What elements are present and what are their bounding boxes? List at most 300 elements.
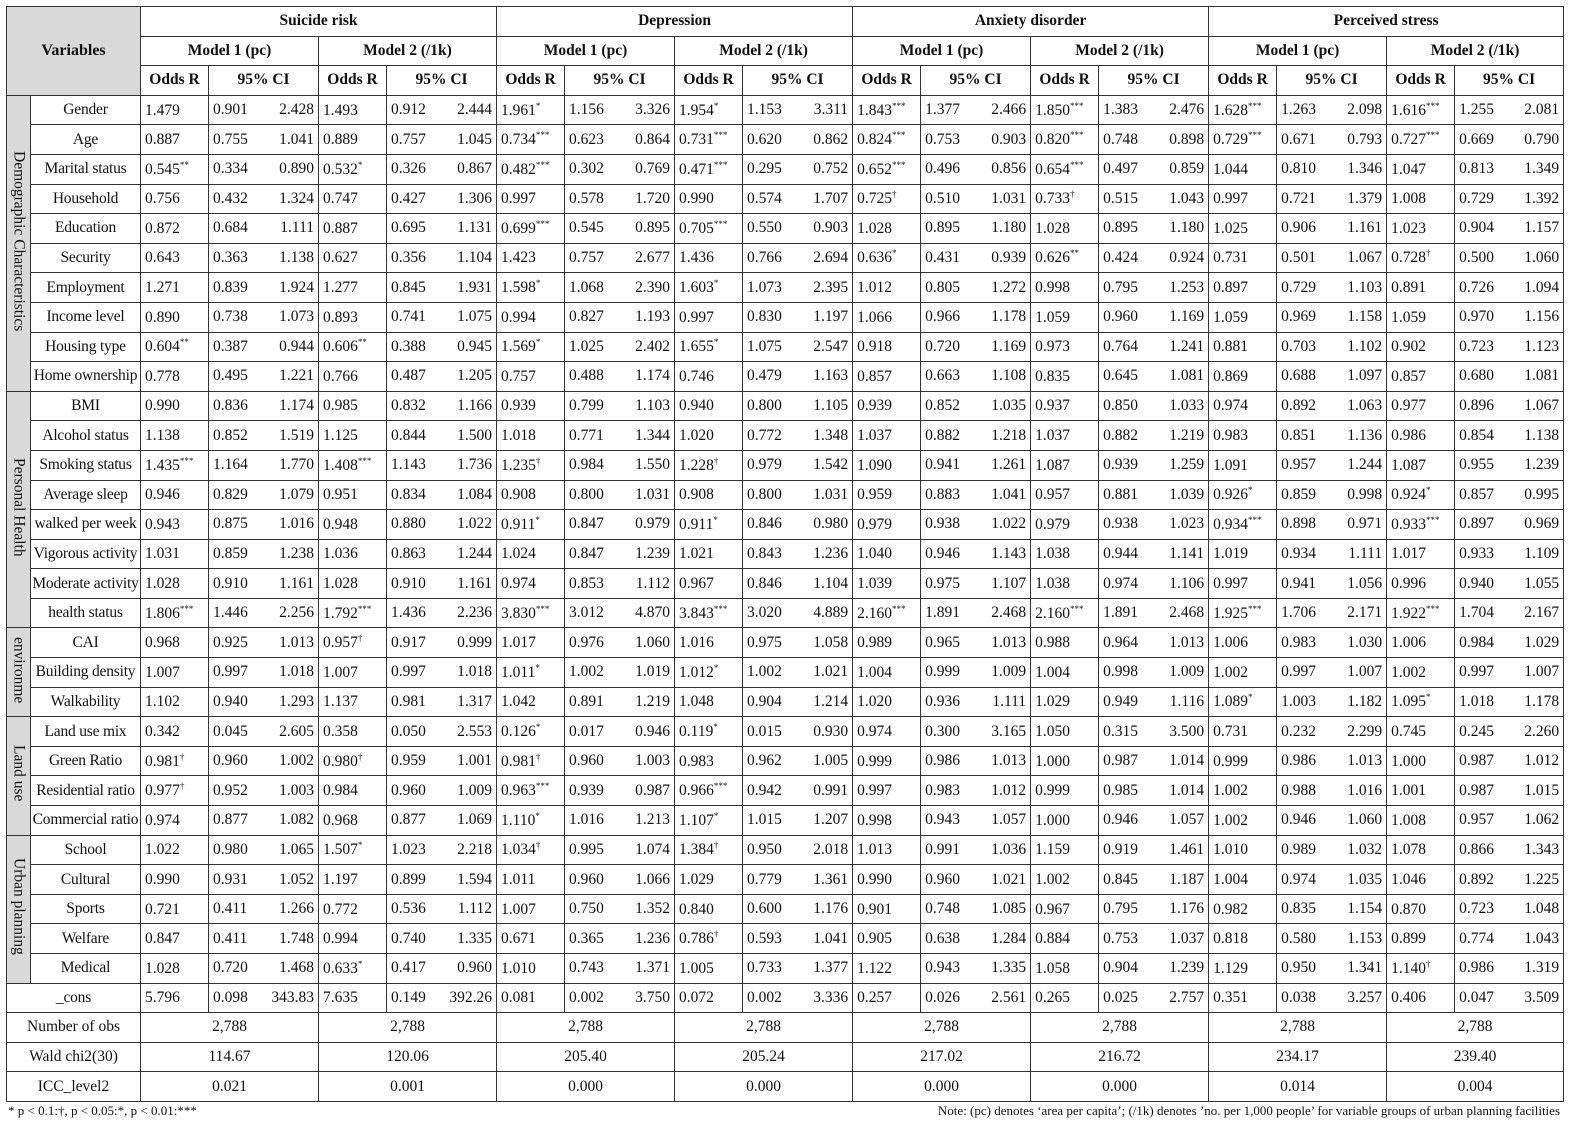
ci-cell	[387, 480, 497, 510]
ci-lower: 0.997	[391, 663, 426, 681]
odds-ratio-value: 0.967	[679, 575, 714, 593]
variable-name: Security	[31, 243, 141, 273]
ci-upper: 1.031	[635, 485, 671, 503]
ci-lower: 0.960	[569, 870, 604, 888]
ci-upper: 0.969	[1524, 515, 1560, 533]
ci-cell	[387, 214, 497, 244]
section-label	[7, 95, 31, 391]
table-row	[7, 746, 1564, 776]
odds-ratio-value: 0.705	[679, 220, 714, 238]
odds-ratio-value: 0.778	[145, 368, 180, 385]
summary-value: 2,788	[1209, 1013, 1387, 1043]
ci-cell	[1455, 569, 1564, 599]
summary-value: 2,788	[675, 1013, 853, 1043]
odds-ratio-value: 0.772	[323, 900, 358, 918]
ci-cell	[1277, 273, 1387, 303]
odds-ratio-cell	[1209, 954, 1277, 984]
odds-ratio-cell	[1387, 510, 1455, 540]
ci-upper: 1.074	[635, 840, 671, 858]
odds-ratio-cell	[497, 510, 565, 540]
ci-upper: 1.058	[813, 633, 849, 651]
odds-ratio-cell	[1031, 835, 1099, 865]
odds-ratio-value: 0.358	[323, 723, 358, 741]
ci-lower: 0.939	[569, 781, 604, 799]
odds-ratio-value: 0.265	[1035, 989, 1070, 1007]
odds-ratio-header: Odds R	[1031, 66, 1099, 96]
odds-ratio-cell	[853, 332, 921, 362]
summary-value: 0.014	[1209, 1072, 1387, 1102]
section-label-text: Urban planning	[10, 858, 28, 956]
ci-upper: 1.259	[1169, 456, 1205, 474]
odds-ratio-cell	[1387, 776, 1455, 806]
ci-upper: 1.062	[1524, 811, 1560, 829]
ci-upper: 0.903	[991, 130, 1027, 148]
section-label-text: Personal Health	[10, 457, 28, 557]
odds-ratio-header: Odds R	[497, 66, 565, 96]
header-row-groups	[7, 7, 1564, 37]
ci-cell	[921, 924, 1031, 954]
odds-ratio-cell	[1387, 569, 1455, 599]
ci-upper: 0.769	[635, 160, 671, 178]
significance-marker: **	[1069, 248, 1079, 259]
odds-ratio-cell	[853, 835, 921, 865]
ci-cell	[743, 302, 853, 332]
ci-upper: 2.395	[813, 278, 849, 296]
odds-ratio-cell	[141, 894, 209, 924]
ci-upper: 1.103	[1347, 278, 1383, 296]
ci-cell	[1277, 154, 1387, 184]
ci-upper: 1.239	[1524, 456, 1560, 474]
ci-lower: 0.984	[569, 456, 604, 474]
ci-cell	[1099, 243, 1209, 273]
ci-upper: 1.021	[813, 663, 849, 681]
ci-lower: 0.743	[569, 959, 604, 977]
ci-lower: 0.933	[1459, 544, 1494, 562]
ci-cell	[743, 214, 853, 244]
significance-marker: *	[713, 721, 718, 732]
summary-label: ICC_level2	[7, 1072, 141, 1102]
ci-lower: 0.960	[925, 870, 960, 888]
ci-lower: 0.721	[1281, 189, 1316, 207]
odds-ratio-cell	[141, 983, 209, 1013]
ci-cell	[387, 924, 497, 954]
odds-ratio-value: 1.850	[1035, 101, 1070, 119]
ci-lower: 0.882	[1103, 426, 1138, 444]
ci-lower: 0.960	[391, 781, 426, 799]
ci-upper: 2.553	[457, 722, 493, 740]
odds-ratio-cell	[853, 717, 921, 747]
ci-upper: 2.468	[991, 604, 1027, 622]
ci-lower: 0.949	[1103, 692, 1138, 710]
odds-ratio-value: 0.985	[323, 397, 358, 415]
ci-upper: 0.998	[1347, 485, 1383, 503]
odds-ratio-cell	[1387, 362, 1455, 392]
table-row	[7, 332, 1564, 362]
ci-cell	[1099, 835, 1209, 865]
ci-lower: 0.986	[1459, 959, 1494, 977]
ci-lower: 0.800	[747, 397, 782, 415]
ci-cell	[921, 983, 1031, 1013]
variable-name: Residential ratio	[31, 776, 141, 806]
ci-upper: 0.793	[1347, 130, 1383, 148]
ci-upper: 1.218	[991, 426, 1027, 444]
ci-lower: 0.962	[747, 752, 782, 770]
ci-lower: 0.934	[1281, 544, 1316, 562]
ci-lower: 0.896	[1459, 397, 1494, 415]
ci-cell	[209, 214, 319, 244]
ci-upper: 0.939	[991, 249, 1027, 267]
ci-upper: 3.165	[991, 722, 1027, 740]
odds-ratio-value: 7.635	[323, 989, 358, 1007]
ci-cell	[743, 924, 853, 954]
odds-ratio-value: 0.990	[679, 190, 714, 208]
odds-ratio-value: 1.008	[1391, 190, 1426, 208]
ci-upper: 1.143	[991, 544, 1027, 562]
odds-ratio-cell	[1031, 894, 1099, 924]
ci-lower: 0.906	[1281, 219, 1316, 237]
odds-ratio-cell	[497, 924, 565, 954]
odds-ratio-value: 1.087	[1391, 456, 1426, 474]
odds-ratio-cell	[1387, 273, 1455, 303]
ci-lower: 0.975	[925, 574, 960, 592]
odds-ratio-value: 0.943	[145, 515, 180, 533]
odds-ratio-value: 1.037	[1035, 427, 1070, 445]
ci-upper: 0.890	[279, 160, 314, 178]
ci-cell	[1099, 894, 1209, 924]
variable-name: Welfare	[31, 924, 141, 954]
odds-ratio-value: 1.018	[501, 427, 536, 445]
odds-ratio-cell	[1209, 450, 1277, 480]
odds-ratio-value: 0.924	[1391, 486, 1426, 504]
odds-ratio-value: 1.091	[1213, 456, 1248, 474]
ci-lower: 1.377	[925, 101, 960, 119]
odds-ratio-value: 1.277	[323, 279, 358, 297]
odds-ratio-value: 0.946	[145, 486, 180, 504]
ci-upper: 1.163	[813, 367, 849, 385]
ci-lower: 0.898	[1281, 515, 1316, 533]
significance-marker: *	[357, 159, 363, 170]
odds-ratio-cell	[1387, 806, 1455, 836]
group-header-anxiety-disorder: Anxiety disorder	[853, 7, 1209, 37]
ci-lower: 0.500	[1459, 249, 1494, 267]
odds-ratio-value: 0.731	[1213, 249, 1248, 267]
odds-ratio-cell	[1209, 924, 1277, 954]
significance-marker: *	[535, 810, 540, 821]
ci-upper: 1.261	[991, 456, 1027, 474]
ci-upper: 1.156	[1524, 308, 1560, 326]
ci-cell	[565, 391, 675, 421]
odds-ratio-cell	[1031, 391, 1099, 421]
odds-ratio-value: 1.020	[679, 427, 714, 445]
ci-cell	[743, 746, 853, 776]
odds-ratio-value: 1.384	[679, 841, 714, 859]
odds-ratio-value: 0.997	[857, 782, 892, 800]
ci-cell	[1455, 776, 1564, 806]
ci-upper: 0.991	[813, 781, 849, 799]
odds-ratio-cell	[1387, 450, 1455, 480]
odds-ratio-value: 1.806	[145, 604, 180, 622]
ci-lower: 0.940	[213, 692, 248, 710]
variable-name: Sports	[31, 894, 141, 924]
ci-lower: 0.942	[747, 781, 782, 799]
ci-upper: 0.752	[813, 160, 849, 178]
odds-ratio-value: 2.160	[1035, 604, 1070, 622]
odds-ratio-cell	[675, 865, 743, 895]
ci-upper: 2.260	[1524, 722, 1560, 740]
ci-upper: 2.402	[635, 337, 671, 355]
ci-cell	[209, 894, 319, 924]
ci-lower: 0.854	[1459, 426, 1494, 444]
odds-ratio-value: 0.733	[1035, 190, 1070, 208]
ci-lower: 0.877	[213, 811, 248, 829]
odds-ratio-cell	[1387, 924, 1455, 954]
cons-row	[7, 983, 1564, 1013]
ci-upper: 4.870	[635, 604, 671, 622]
ci-cell	[1455, 480, 1564, 510]
odds-ratio-value: 0.937	[1035, 397, 1070, 415]
ci-lower: 0.688	[1281, 367, 1316, 385]
odds-ratio-cell	[1387, 954, 1455, 984]
ci-cell	[921, 273, 1031, 303]
ci-lower: 0.334	[213, 160, 248, 178]
ci-upper: 1.103	[635, 397, 671, 415]
odds-ratio-cell	[853, 658, 921, 688]
ci-lower: 1.073	[747, 278, 782, 296]
ci-lower: 0.813	[1459, 160, 1494, 178]
ci-lower: 1.156	[569, 101, 604, 119]
ci-upper: 1.033	[1169, 397, 1205, 415]
ci-cell	[209, 510, 319, 540]
summary-value: 0.021	[141, 1072, 319, 1102]
odds-ratio-value: 1.598	[501, 279, 536, 297]
odds-ratio-cell	[141, 332, 209, 362]
significance-marker: †	[1425, 958, 1431, 969]
ci-upper: 1.022	[457, 515, 493, 533]
variable-name: School	[31, 835, 141, 865]
ci-upper: 1.161	[457, 574, 493, 592]
model-header: Model 1 (pc)	[497, 36, 675, 66]
ci-upper: 1.052	[279, 870, 314, 888]
significance-marker: ***	[535, 130, 550, 141]
ci-cell	[209, 598, 319, 628]
odds-ratio-cell	[675, 450, 743, 480]
ci-upper: 1.032	[1347, 840, 1383, 858]
odds-ratio-value: 0.351	[1213, 989, 1248, 1007]
odds-ratio-cell	[853, 510, 921, 540]
odds-ratio-value: 1.001	[1391, 782, 1426, 800]
ci-cell	[209, 865, 319, 895]
variable-name: Cultural	[31, 865, 141, 895]
table-row	[7, 954, 1564, 984]
ci-lower: 0.852	[213, 426, 248, 444]
ci-cell	[743, 332, 853, 362]
ci-cell	[209, 569, 319, 599]
odds-ratio-cell	[1387, 687, 1455, 717]
ci-upper: 0.971	[1347, 515, 1383, 533]
ci-upper: 1.013	[991, 633, 1027, 651]
ci-lower: 1.068	[569, 278, 604, 296]
ci-upper: 1.182	[1347, 692, 1383, 710]
odds-ratio-value: 1.493	[323, 101, 358, 119]
table-row	[7, 687, 1564, 717]
significance-marker: ***	[891, 100, 906, 111]
odds-ratio-cell	[1387, 214, 1455, 244]
odds-ratio-cell	[675, 154, 743, 184]
summary-value: 2,788	[1031, 1013, 1209, 1043]
odds-ratio-value: 0.857	[1391, 368, 1426, 385]
ci-lower: 1.383	[1103, 101, 1138, 119]
ci-upper: 2.677	[635, 249, 671, 267]
odds-ratio-value: 1.059	[1213, 308, 1248, 326]
ci-upper: 1.349	[1524, 160, 1560, 178]
variable-name: Moderate activity	[31, 569, 141, 599]
odds-ratio-cell	[675, 125, 743, 155]
odds-ratio-value: 0.968	[145, 634, 180, 652]
odds-ratio-value: 1.137	[323, 693, 358, 711]
ci-upper: 1.161	[1347, 219, 1383, 237]
ci-lower: 0.149	[391, 988, 426, 1006]
odds-ratio-cell	[319, 865, 387, 895]
significance-marker: ***	[179, 603, 194, 614]
ci-upper: 0.999	[457, 633, 493, 651]
ci-upper: 2.444	[457, 101, 493, 119]
odds-ratio-value: 1.050	[1035, 723, 1070, 741]
ci-upper: 1.344	[635, 426, 671, 444]
odds-ratio-cell	[1387, 391, 1455, 421]
odds-ratio-value: 1.002	[1035, 871, 1070, 889]
ci-lower: 0.931	[213, 870, 248, 888]
ci-lower: 0.944	[1103, 544, 1138, 562]
ci-cell	[743, 954, 853, 984]
ci-cell	[387, 687, 497, 717]
ci-lower: 0.857	[1459, 485, 1494, 503]
odds-ratio-value: 1.107	[679, 811, 714, 829]
ci-upper: 2.561	[991, 988, 1027, 1006]
odds-ratio-cell	[675, 539, 743, 569]
ci-upper: 1.104	[813, 574, 849, 592]
ci-upper: 0.980	[813, 515, 849, 533]
ci-upper: 1.041	[991, 485, 1027, 503]
odds-ratio-value: 0.997	[1213, 575, 1248, 593]
significance-marker: *	[891, 248, 897, 259]
odds-ratio-cell	[497, 302, 565, 332]
ci-lower: 0.981	[391, 692, 426, 710]
odds-ratio-cell	[1387, 835, 1455, 865]
ci-upper: 1.107	[991, 574, 1027, 592]
odds-ratio-value: 0.747	[323, 190, 358, 208]
odds-ratio-value: 1.031	[145, 545, 180, 563]
ci-upper: 1.379	[1347, 189, 1383, 207]
ci-upper: 1.041	[813, 929, 849, 947]
odds-ratio-cell	[319, 806, 387, 836]
ci-upper: 1.035	[1347, 870, 1383, 888]
ci-cell	[1277, 214, 1387, 244]
significance-marker: *	[535, 721, 541, 732]
table-row	[7, 450, 1564, 480]
odds-ratio-cell	[675, 776, 743, 806]
ci-lower: 0.852	[925, 397, 960, 415]
odds-ratio-cell	[319, 894, 387, 924]
ci-lower: 0.836	[213, 397, 248, 415]
ci-cell	[743, 569, 853, 599]
significance-marker: ***	[1425, 514, 1440, 525]
significance-marker: ***	[713, 603, 728, 614]
ci-cell	[921, 214, 1031, 244]
ci-cell	[565, 569, 675, 599]
ci-lower: 0.997	[1281, 663, 1316, 681]
odds-ratio-cell	[1209, 125, 1277, 155]
ci-upper: 1.131	[457, 219, 493, 237]
ci-cell	[387, 865, 497, 895]
ci-cell	[743, 125, 853, 155]
ci-upper: 1.106	[1169, 574, 1205, 592]
significance-marker: *	[1247, 485, 1253, 496]
ci-lower: 0.946	[1103, 811, 1138, 829]
ci-cell	[1455, 273, 1564, 303]
table-row	[7, 894, 1564, 924]
ci-upper: 1.205	[457, 367, 493, 385]
ci-lower: 0.975	[747, 633, 782, 651]
odds-ratio-cell	[853, 125, 921, 155]
ci-lower: 0.895	[1103, 219, 1138, 237]
odds-ratio-cell	[675, 717, 743, 747]
summary-value: 0.004	[1387, 1072, 1564, 1102]
odds-ratio-value: 0.721	[145, 900, 180, 918]
ci-cell	[921, 835, 1031, 865]
ci-lower: 0.302	[569, 160, 604, 178]
odds-ratio-value: 0.979	[857, 515, 892, 533]
odds-ratio-cell	[1031, 776, 1099, 806]
odds-ratio-value: 0.729	[1213, 131, 1248, 149]
odds-ratio-value: 0.989	[857, 634, 892, 652]
odds-ratio-value: 0.890	[145, 308, 180, 326]
ci-cell	[921, 421, 1031, 451]
ci-lower: 0.723	[1459, 337, 1494, 355]
ci-lower: 0.830	[747, 308, 782, 326]
odds-ratio-value: 0.998	[857, 811, 892, 829]
ci-lower: 0.729	[1459, 189, 1494, 207]
significance-marker: *	[535, 337, 541, 348]
odds-ratio-value: 0.872	[145, 220, 180, 238]
significance-marker: **	[179, 337, 189, 348]
summary-label: Wald chi2(30)	[7, 1042, 141, 1072]
ci-cell	[921, 184, 1031, 214]
odds-ratio-cell	[853, 983, 921, 1013]
odds-ratio-value: 1.004	[857, 663, 892, 681]
odds-ratio-value: 0.974	[145, 811, 180, 829]
ci-upper: 1.014	[1169, 752, 1205, 770]
ci-upper: 1.002	[279, 752, 314, 770]
ci-lower: 0.845	[1103, 870, 1138, 888]
significance-marker: *	[535, 278, 541, 289]
ci-cell	[209, 450, 319, 480]
ci-upper: 1.293	[279, 692, 314, 710]
ci-lower: 0.983	[925, 781, 960, 799]
summary-value: 0.000	[497, 1072, 675, 1102]
odds-ratio-value: 0.911	[501, 515, 536, 533]
odds-ratio-value: 1.002	[1213, 663, 1248, 681]
ci-lower: 0.578	[569, 189, 604, 207]
significance-marker: ***	[1247, 130, 1262, 141]
odds-ratio-value: 0.948	[323, 515, 358, 533]
ci-upper: 2.236	[457, 604, 493, 622]
ci-lower: 0.910	[391, 574, 426, 592]
ci-upper: 1.239	[635, 544, 671, 562]
ci-lower: 0.957	[1459, 811, 1494, 829]
odds-ratio-cell	[853, 391, 921, 421]
ci-cell	[565, 421, 675, 451]
ci-upper: 1.348	[813, 426, 849, 444]
